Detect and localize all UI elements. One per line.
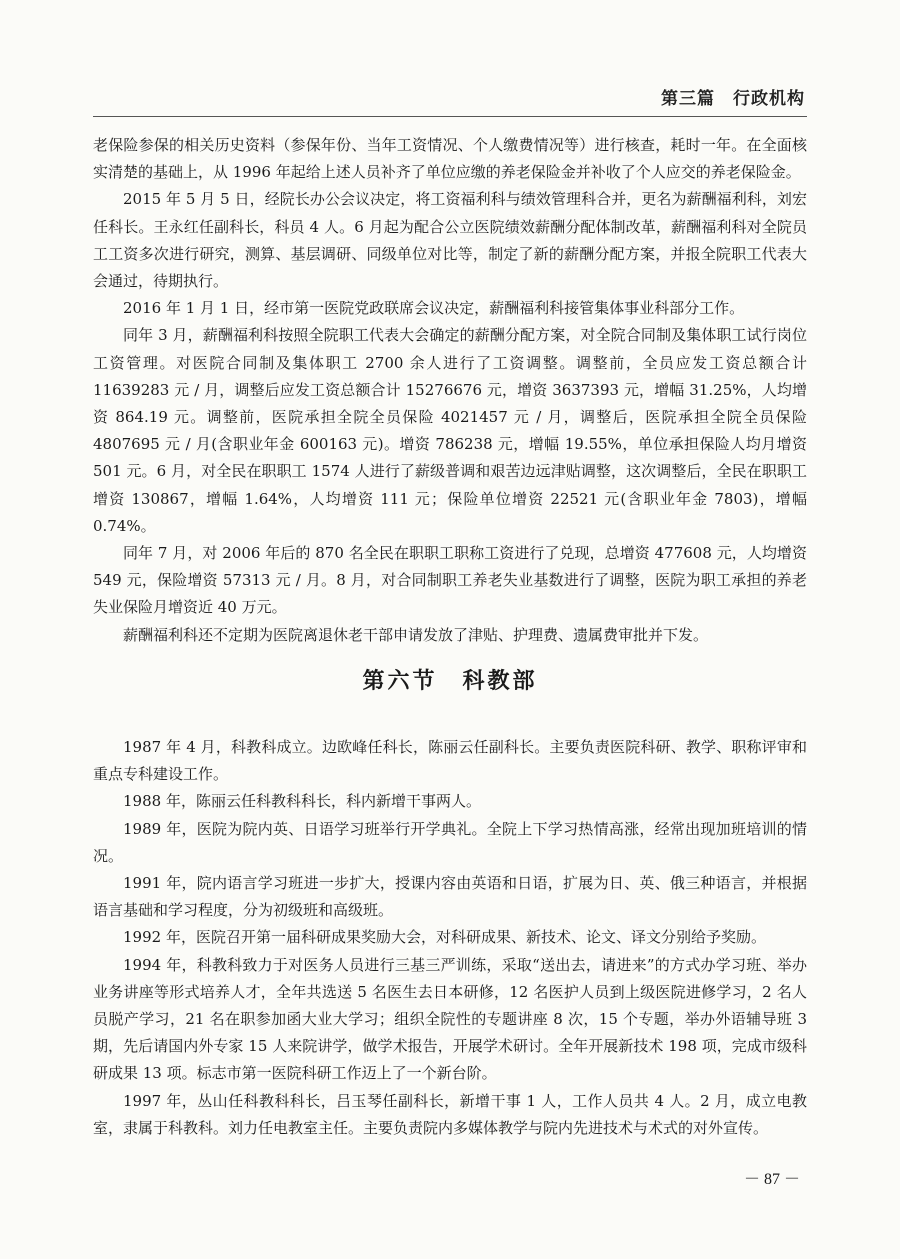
paragraph: 1989 年，医院为院内英、日语学习班举行开学典礼。全院上下学习热情高涨，经常出现加班培训的情况。 [93, 819, 807, 865]
paragraph: 1991 年，院内语言学习班进一步扩大，授课内容由英语和日语，扩展为日、英、俄三种语言，并根据语言基础和学习程度，分为初级班和高级班。 [93, 874, 807, 920]
paragraph: 1994 年，科教科致力于对医务人员进行三基三严训练，采取“送出去，请进来”的方式办学习班、举办业务讲座等形式培养人才，全年共选送 5 名医生去日本研修，12 名医护人员到上级医院进修学习，2 名人员脱产学习，21 名在职参加函大业大学习；组织全院性的专题讲座 8 次，15 个专题，举办外语辅导班 3 期，先后请国内外专家 15 人来院讲学，做学术报告，开展学术研讨。全年开展新技术 198 项，完成市级科研成果 13 项。标志市第一医院科研工作迈上了一个新台阶。 [93, 955, 807, 1083]
paragraph: 1997 年，丛山任科教科科长，吕玉琴任副科长，新增干事 1 人，工作人员共 4 人。2 月，成立电教室，隶属于科教科。刘力任电教室主任。主要负责院内多媒体教学与院内先进技术与术式的对外宣传。 [93, 1091, 807, 1137]
page-number: － 87 － [743, 1171, 800, 1188]
section-heading: 第六节 科教部 [362, 668, 538, 694]
text-block-compensation-office [93, 132, 807, 649]
section-title: 第三篇 行政机构 [661, 89, 805, 109]
paragraph: 2016 年 1 月 1 日，经市第一医院党政联席会议决定，薪酬福利科接管集体事业科部分工作。 [123, 299, 745, 318]
text-block-science-education [93, 734, 807, 1142]
paragraph: 1988 年，陈丽云任科教科科长，科内新增干事两人。 [123, 792, 481, 811]
paragraph: 同年 7 月，对 2006 年后的 870 名全民在职职工职称工资进行了兑现，总增资 477608 元，人均增资 549 元，保险增资 57313 元 / 月。8 月，对合同制职工养老失业基数进行了调整，医院为职工承担的养老失业保险月增资近 40 万元。 [93, 544, 807, 617]
paragraph: 同年 3 月，薪酬福利科按照全院职工代表大会确定的薪酬分配方案，对全院合同制及集体职工试行岗位工资管理。对医院合同制及集体职工 2700 余人进行了工资调整。调整前，全员应发工资总额合计 11639283 元 / 月，调整后应发工资总额合计 15276676 元，增资 3637393 元，增幅 31.25%，人均增资 864.19 元。调整前，医院承担全院全员保险 4021457 元 / 月，调整后，医院承担全院全员保险 4807695 元 / 月(含职业年金 600163 元)。增资 786238 元，增幅 19.55%，单位承担保险人均月增资 501 元。6 月，对全民在职职工 1574 人进行了薪级普调和艰苦边远津贴调整，这次调整后，全民在职职工增资 130867，增幅 1.64%，人均增资 111 元；保险单位增资 22521 元(含职业年金 7803)，增幅 0.74%。 [93, 326, 807, 535]
paragraph: 2015 年 5 月 5 日，经院长办公会议决定，将工资福利科与绩效管理科合并，更名为薪酬福利科，刘宏任科长。王永红任副科长，科员 4 人。6 月起为配合公立医院绩效薪酬分配体制改革，薪酬福利科对全院员工工资多次进行研究，测算、基层调研、同级单位对比等，制定了新的薪酬分配方案，并报全院职工代表大会通过，待期执行。 [93, 190, 807, 291]
paragraph: 1992 年，医院召开第一届科研成果奖励大会，对科研成果、新技术、论文、译文分别给予奖励。 [123, 928, 766, 947]
running-header [93, 80, 807, 117]
paragraph: 老保险参保的相关历史资料（参保年份、当年工资情况、个人缴费情况等）进行核查，耗时一年。在全面核实清楚的基础上，从 1996 年起给上述人员补齐了单位应缴的养老保险金并补收了个人应交的养老保险金。 [93, 136, 807, 182]
paragraph: 1987 年 4 月，科教科成立。边欧峰任科长，陈丽云任副科长。主要负责医院科研、教学、职称评审和重点专科建设工作。 [93, 738, 807, 784]
paragraph: 薪酬福利科还不定期为医院离退休老干部申请发放了津贴、护理费、遗属费审批并下发。 [123, 625, 709, 644]
